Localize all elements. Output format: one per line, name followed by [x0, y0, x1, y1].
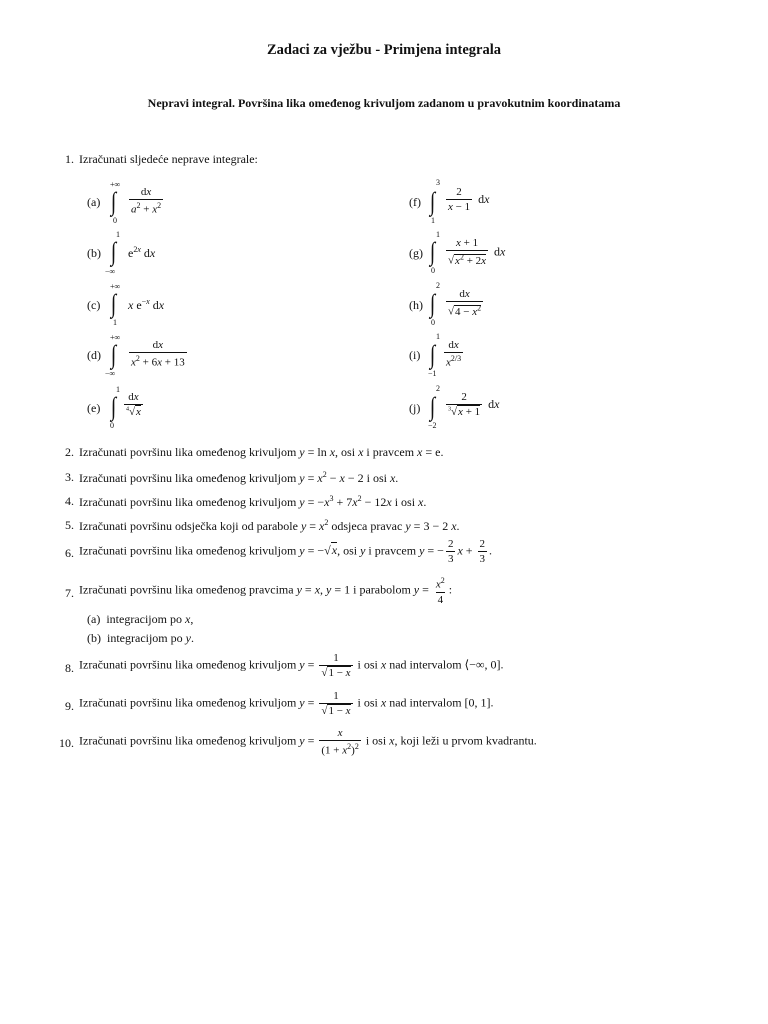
problem-number: 2.	[65, 445, 74, 459]
integrand: $e^{2x}$ dx	[128, 245, 156, 260]
integral-sign-icon: ∫	[110, 237, 117, 266]
page-title: Zadaci za vježbu - Primjena integrala	[267, 42, 501, 58]
problem-text: Izračunati površinu lika omeđenog krivuljom y = $\frac{x}{(1 + x^2)^2}$ i osi x, koji leži u prvom kvadrantu.	[79, 727, 537, 757]
problem-text: Izračunati površinu lika omeđenog krivuljom $y = x^2 - x - 2$ i osi x.	[79, 470, 399, 485]
integral-sign-icon: ∫	[429, 392, 436, 421]
integrand: $\frac{x + 1}{√x^2 + 2x}$ dx	[448, 237, 506, 267]
problem-text: Izračunati površinu odsječka koji od parabole $y = x^2$ odsjeca pravac y = 3 − 2 x.	[79, 518, 460, 533]
problem-number: 7.	[65, 586, 74, 600]
item-label: (c)	[87, 298, 101, 312]
lower-limit: −∞	[105, 267, 116, 276]
upper-limit: +∞	[110, 333, 121, 342]
upper-limit: 1	[116, 230, 120, 239]
problem-number: 8.	[65, 661, 74, 675]
integral-sign-icon: ∫	[429, 237, 436, 266]
integral-sign-icon: ∫	[110, 392, 117, 421]
problem-text: Izračunati površinu lika omeđenog krivuljom y = $\frac{1}{√1 - x}$ i osi x nad intervalom ⟨−∞, 0].	[79, 652, 504, 679]
item-label: (i)	[409, 348, 421, 362]
integrand: $\frac{dx}{a^2 + x^2}$	[131, 186, 162, 216]
lower-limit: 0	[431, 318, 435, 327]
lower-limit: 0	[113, 216, 117, 225]
subitem: (b) integracijom po y.	[87, 631, 194, 645]
problem-text: Izračunati površinu lika omeđenog krivuljom y = ln x, osi x i pravcem x = e.	[79, 445, 444, 459]
item-label: (d)	[87, 348, 101, 362]
problem-number: 9.	[65, 699, 74, 713]
section-subtitle: Nepravi integral. Površina lika omeđenog krivuljom zadanom u pravokutnim koordinatama	[147, 96, 621, 110]
integrand: $\frac{dx}{x^2 + 6x + 13}$	[131, 339, 185, 369]
item-label: (g)	[409, 246, 423, 260]
item-label: (f)	[409, 195, 421, 209]
upper-limit: 1	[116, 385, 120, 394]
item-label: (h)	[409, 298, 423, 312]
integral-sign-icon: ∫	[429, 289, 436, 318]
problem-text: Izračunati površinu lika omeđenog krivuljom y = $\frac{1}{√1 - x}$ i osi x nad intervalom [0, 1].	[79, 690, 494, 717]
lower-limit: −∞	[105, 369, 116, 378]
integrand: $\frac{dx}{√4 - x^2}$	[448, 288, 482, 318]
problem-number: 3.	[65, 470, 74, 484]
integrand: x $e^{-x}$ dx	[128, 297, 165, 312]
lower-limit: 0	[110, 421, 114, 430]
upper-limit: +∞	[110, 180, 121, 189]
upper-limit: 1	[436, 230, 440, 239]
upper-limit: +∞	[110, 282, 121, 291]
item-label: (a)	[87, 195, 101, 209]
upper-limit: 2	[436, 281, 440, 290]
problem-number: 10.	[59, 736, 74, 750]
integrand: $\frac{dx}{x^{2/3}}$	[446, 339, 462, 369]
integrand: $\frac{2}{x - 1}$ dx	[448, 186, 490, 213]
lower-limit: 1	[431, 216, 435, 225]
lower-limit: −2	[428, 421, 437, 430]
item-label: (j)	[409, 401, 421, 415]
problem-text: Izračunati površinu lika omeđenog krivuljom $y = -x^3 + 7x^2 - 12x$ i osi x.	[79, 494, 427, 509]
integral-sign-icon: ∫	[110, 187, 117, 216]
problem-text: Izračunati površinu lika omeđenog krivuljom y = −√x, osi y i pravcem y = − $\frac{2}{3}$ x + $\frac{2}{3}$ .	[79, 538, 493, 565]
integrand: $\frac{2}{^3√x + 1}$ dx	[448, 391, 500, 418]
integral-sign-icon: ∫	[429, 340, 436, 369]
upper-limit: 1	[436, 332, 440, 341]
item-label: (e)	[87, 401, 101, 415]
integral-sign-icon: ∫	[110, 289, 117, 318]
problem-number: 4.	[65, 494, 74, 508]
upper-limit: 2	[436, 384, 440, 393]
problem-text: Izračunati površinu lika omeđenog pravcima y = x, y = 1 i parabolom y = $\frac{x^2}{4}$ :	[79, 576, 453, 606]
subitem: (a) integracijom po x,	[87, 612, 194, 626]
lower-limit: −1	[428, 369, 437, 378]
integrand: $\frac{dx}{^4√x}$	[126, 391, 141, 418]
upper-limit: 3	[436, 178, 440, 187]
item-label: (b)	[87, 246, 101, 260]
problem-number: 1.	[65, 152, 74, 166]
integral-sign-icon: ∫	[110, 340, 117, 369]
integral-sign-icon: ∫	[429, 187, 436, 216]
problem-number: 5.	[65, 518, 74, 532]
lower-limit: 0	[431, 266, 435, 275]
lower-limit: 1	[113, 318, 117, 327]
problem-number: 6.	[65, 546, 74, 560]
problem-text: Izračunati sljedeće neprave integrale:	[79, 152, 258, 166]
